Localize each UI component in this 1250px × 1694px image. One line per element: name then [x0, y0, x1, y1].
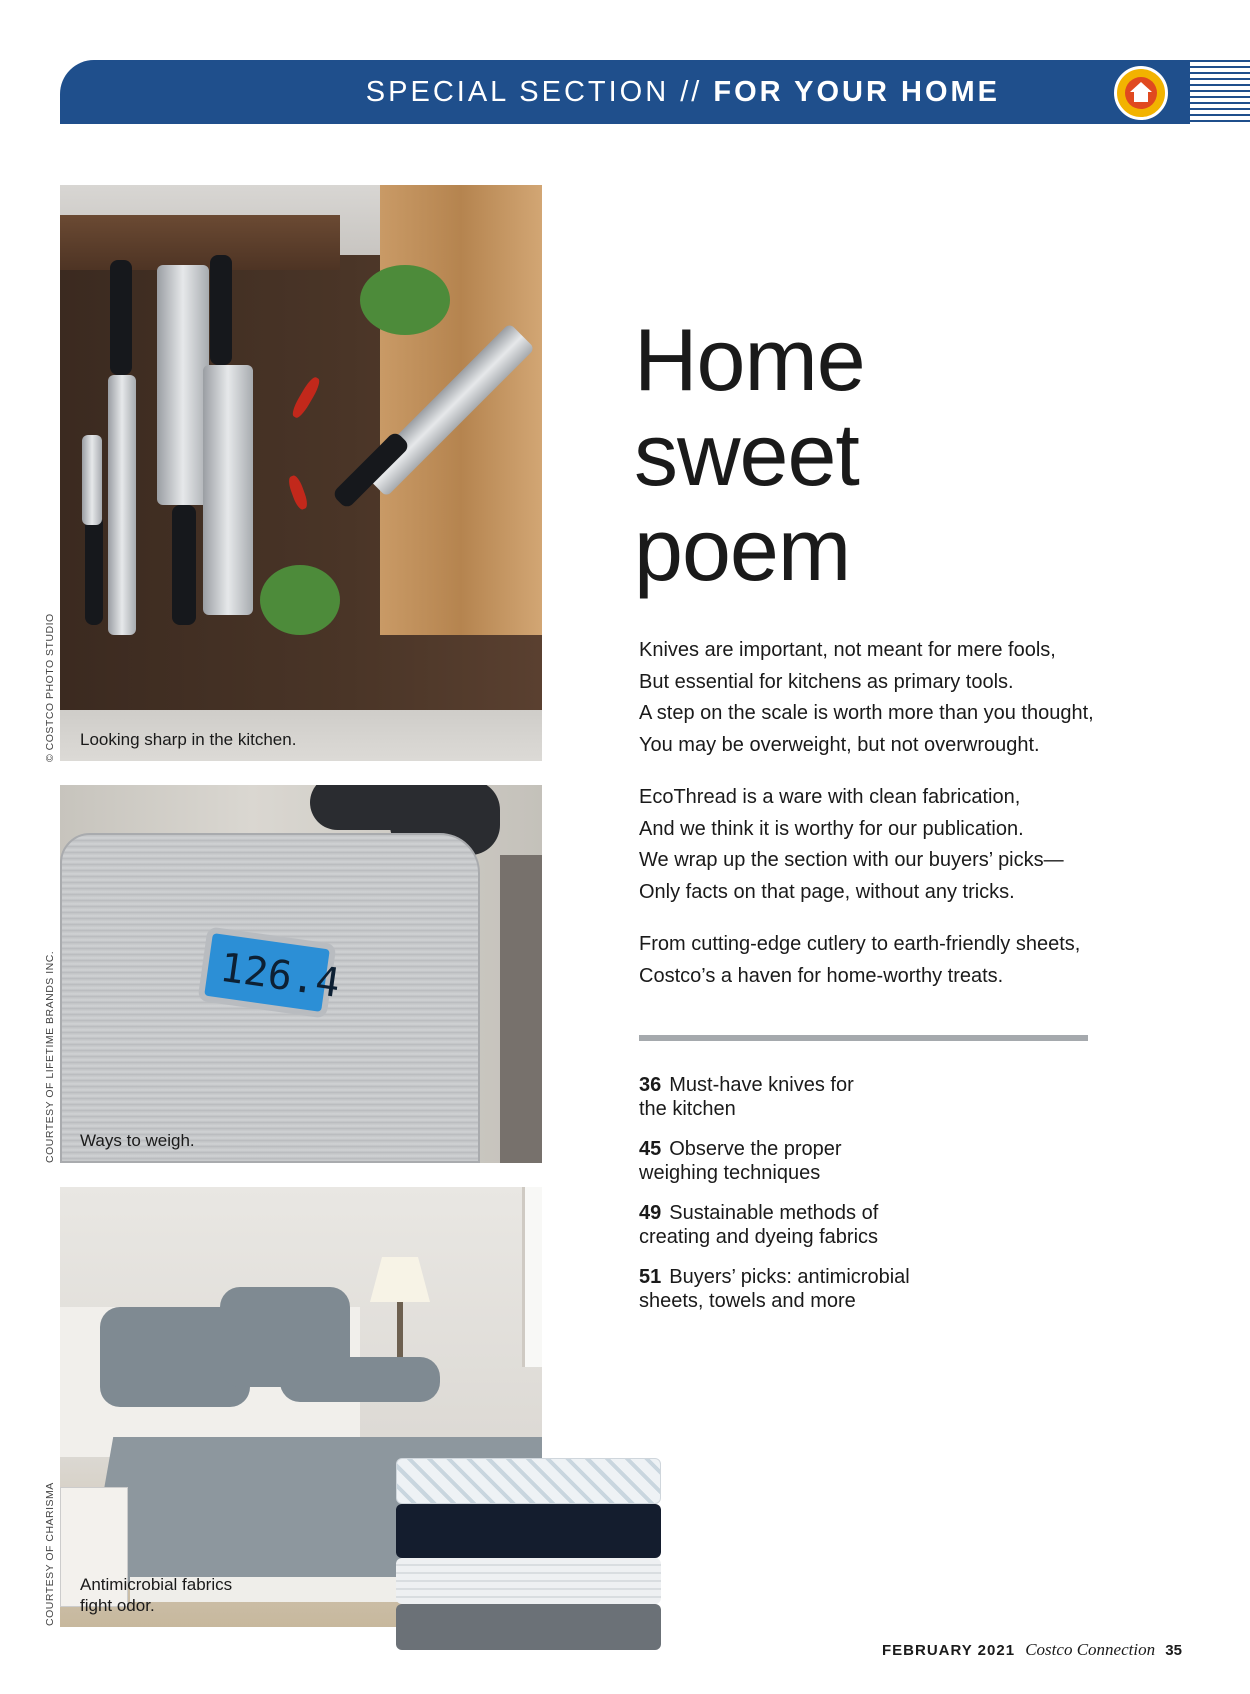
- knife-handle: [210, 255, 232, 365]
- home-icon-inner: [1125, 77, 1157, 109]
- toc-page-number: 51: [639, 1266, 662, 1288]
- knife-handle: [85, 515, 103, 625]
- page-footer: [882, 1640, 1182, 1660]
- toc-text: sheets, towels and more: [639, 1290, 856, 1312]
- folded-sheet: [396, 1504, 661, 1558]
- window: [522, 1187, 542, 1367]
- knife-handle: [110, 260, 132, 375]
- bok-choy: [260, 565, 340, 635]
- toc-text: Must-have knives for: [669, 1074, 854, 1096]
- article-title: [634, 312, 865, 597]
- knife-blade: [82, 435, 102, 525]
- bok-choy: [360, 265, 450, 335]
- scale-reading: 126.4: [217, 944, 343, 1007]
- poem-line: And we think it is worthy for our publication.: [639, 817, 1024, 840]
- pillow: [280, 1357, 440, 1402]
- folded-sheet: [396, 1458, 661, 1504]
- issue-date: FEBRUARY 2021: [882, 1642, 1016, 1659]
- folded-sheet: [396, 1558, 661, 1604]
- toc-page-number: 45: [639, 1138, 662, 1160]
- poem-line: We wrap up the section with our buyers’ picks—: [639, 849, 1064, 871]
- toc-page-number: 49: [639, 1202, 662, 1224]
- folded-sheets: [396, 1458, 661, 1650]
- poem-line: Knives are important, not meant for mere fools,: [639, 639, 1056, 661]
- poem-stanza: [639, 782, 1064, 908]
- toc-text: Observe the proper: [669, 1138, 842, 1160]
- title-line: poem: [634, 500, 851, 599]
- home-icon: [1114, 66, 1168, 120]
- poem-line: From cutting-edge cutlery to earth-friendly sheets,: [639, 933, 1081, 955]
- scale-photo: [60, 785, 542, 1163]
- towel: [500, 855, 542, 1163]
- poem-stanza: [639, 929, 1080, 992]
- toc-text: Sustainable methods of: [669, 1202, 879, 1224]
- knife-blade: [203, 365, 253, 615]
- knife-handle: [172, 505, 196, 625]
- section-heading: [366, 76, 1000, 109]
- toc-text: the kitchen: [639, 1098, 736, 1120]
- section-divider: [639, 1035, 1088, 1041]
- toc-text: Buyers’ picks: antimicrobial: [669, 1266, 910, 1288]
- poem-line: A step on the scale is worth more than you thought,: [639, 702, 1094, 724]
- magnetic-knife-block: [60, 215, 340, 270]
- section-contents: [639, 1073, 1039, 1329]
- knives-photo-credit: © COSTCO PHOTO STUDIO: [44, 613, 56, 762]
- publication-name: Costco Connection: [1025, 1640, 1156, 1659]
- page-number: 35: [1165, 1642, 1182, 1659]
- poem-line: But essential for kitchens as primary tools.: [639, 670, 1014, 693]
- lamp-base: [397, 1302, 403, 1362]
- folded-sheet: [396, 1604, 661, 1650]
- toc-page-number: 36: [639, 1074, 662, 1096]
- toc-item[interactable]: [639, 1265, 1039, 1313]
- scale-caption: Ways to weigh.: [80, 1131, 195, 1150]
- toc-text: weighing techniques: [639, 1162, 821, 1184]
- toc-item[interactable]: [639, 1137, 1039, 1185]
- home-icon-house: [1134, 92, 1148, 102]
- toc-item[interactable]: [639, 1201, 1039, 1249]
- section-prefix: SPECIAL SECTION //: [365, 76, 714, 108]
- bed-caption: [80, 1574, 232, 1616]
- bed-caption-line: Antimicrobial fabrics: [80, 1575, 233, 1594]
- section-title: FOR YOUR HOME: [713, 76, 1000, 108]
- toc-text: creating and dyeing fabrics: [639, 1226, 879, 1248]
- home-icon-roof: [1130, 82, 1152, 92]
- title-line: sweet: [634, 405, 859, 504]
- knives-photo: [60, 185, 542, 761]
- scale-photo-credit: COURTESY OF LIFETIME BRANDS INC.: [44, 950, 56, 1163]
- bathroom-scale: [60, 833, 480, 1163]
- poem-line: You may be overweight, but not overwrought.: [639, 733, 1040, 756]
- toc-item[interactable]: [639, 1073, 1039, 1121]
- lamp-shade: [370, 1257, 430, 1302]
- poem-line: Only facts on that page, without any tricks.: [639, 880, 1015, 903]
- knife-blade: [108, 375, 136, 635]
- poem-stanza: [639, 635, 1094, 761]
- section-banner: [60, 60, 1190, 124]
- poem-line: Costco’s a haven for home-worthy treats.: [639, 964, 1004, 987]
- chili-pepper: [286, 474, 309, 511]
- scale-display: [197, 926, 343, 1018]
- knives-caption: Looking sharp in the kitchen.: [80, 730, 297, 749]
- bed-caption-line: fight odor.: [80, 1596, 155, 1615]
- bed-photo-credit: COURTESY OF CHARISMA: [44, 1482, 56, 1626]
- title-line: Home: [634, 310, 865, 409]
- poem-line: EcoThread is a ware with clean fabrication,: [639, 786, 1021, 808]
- knife-blade: [157, 265, 209, 505]
- banner-stripes: [1190, 60, 1250, 124]
- chili-pepper: [290, 375, 323, 420]
